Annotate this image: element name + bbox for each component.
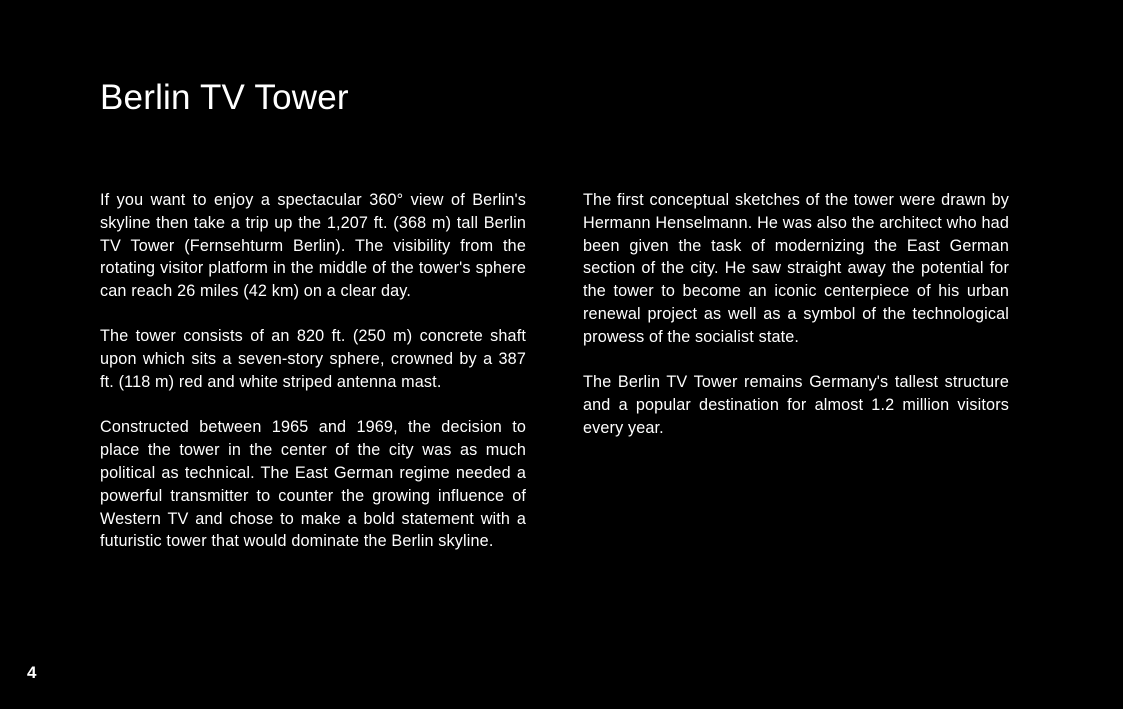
page-number: 4 xyxy=(27,663,37,682)
paragraph-architect: The first conceptual sketches of the tower were drawn by Hermann Henselmann. He was also the architect who had been given the task of modernizing the East German section of the city. He saw straight away the potential for the tower to become an iconic centerpiece of his urban renewal project as well as a symbol of the technological prowess of the socialist state. xyxy=(583,191,1009,346)
paragraph-visitors: The Berlin TV Tower remains Germany's tallest structure and a popular destination for almost 1.2 million visitors every year. xyxy=(583,373,1009,437)
paragraph-history: Constructed between 1965 and 1969, the decision to place the tower in the center of the city was as much political as technical. The East German regime needed a powerful transmitter to counter the growing influence of Western TV and chose to make a bold statement with a futuristic tower that would dominate the Berlin skyline. xyxy=(100,418,526,551)
paragraph-intro: If you want to enjoy a spectacular 360° view of Berlin's skyline then take a trip up the 1,207 ft. (368 m) tall Berlin TV Tower (Fernsehturm Berlin). The visibility from the rotating visitor platform in the middle of the tower's sphere can reach 26 miles (42 km) on a clear day. xyxy=(100,191,526,301)
page-title: Berlin TV Tower xyxy=(100,78,349,117)
paragraph-structure: The tower consists of an 820 ft. (250 m) concrete shaft upon which sits a seven-story sphere, crowned by a 387 ft. (118 m) red and white striped antenna mast. xyxy=(100,327,526,392)
right-text-column xyxy=(583,189,1009,462)
left-text-column xyxy=(100,189,526,576)
